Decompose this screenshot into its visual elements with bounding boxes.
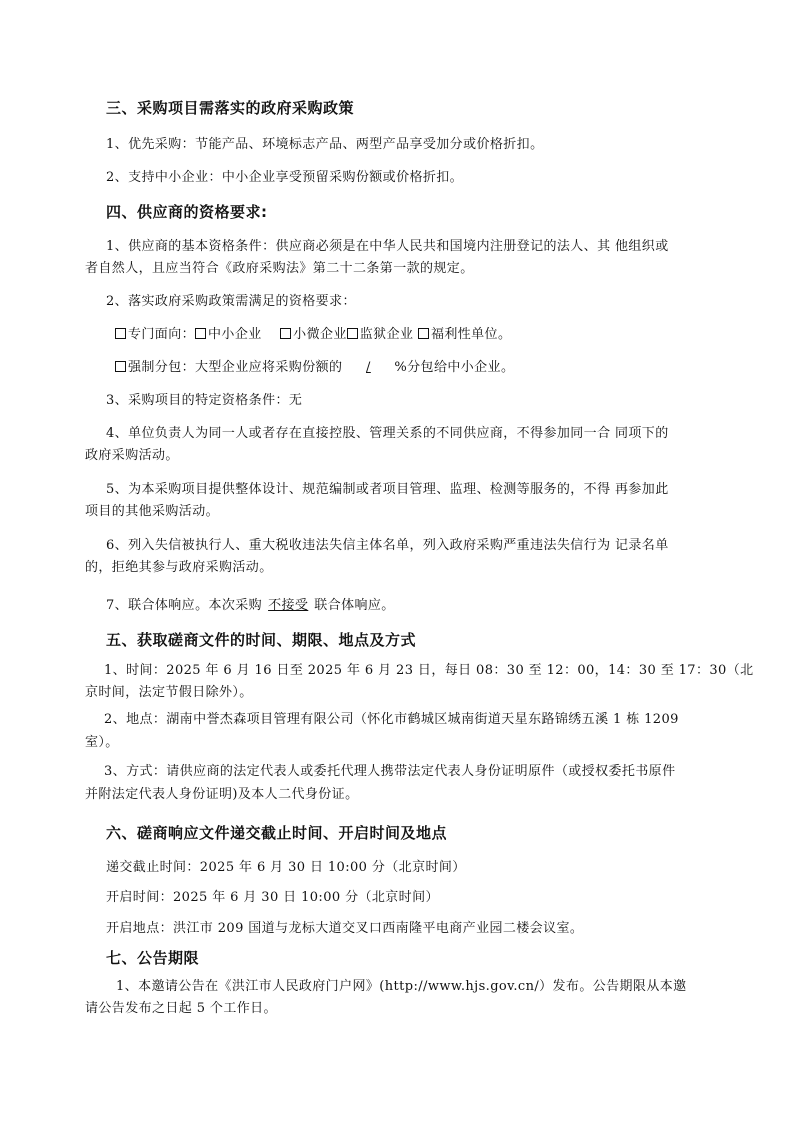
paragraph-line: 开启地点：洪江市 209 国道与龙标大道交叉口西南隆平电商产业园二楼会议室。 (106, 921, 584, 936)
paragraph-line: 5、为本采购项目提供整体设计、规范编制或者项目管理、监理、检测等服务的，不得 再参加此 (106, 482, 669, 497)
checkbox-row (115, 358, 514, 378)
paragraph-line: 递交截止时间：2025 年 6 月 30 日 10:00 分（北京时间） (106, 860, 466, 875)
section-heading-7: 七、公告期限 (106, 949, 200, 967)
subcontract-percent: / (366, 360, 371, 375)
paragraph-line: 1、供应商的基本资格条件：供应商必须是在中华人民共和国境内注册登记的法人、其 他组织或 (106, 239, 669, 254)
paragraph-line: 2、落实政府采购政策需满足的资格要求： (106, 294, 356, 309)
paragraph-line: 6、列入失信被执行人、重大税收违法失信主体名单，列入政府采购严重违法失信行为 记录名单 (106, 538, 669, 553)
checkbox-icon[interactable] (115, 361, 126, 372)
checkbox-label-welfare: 福利性单位。 (430, 327, 512, 342)
checkbox-icon[interactable] (418, 328, 429, 339)
paragraph-line: 4、单位负责人为同一人或者存在直接控股、管理关系的不同供应商，不得参加同一合 同项下的 (106, 426, 669, 441)
checkbox-icon[interactable] (347, 328, 358, 339)
paragraph-line: 请公告发布之日起 5 个工作日。 (85, 1001, 277, 1016)
checkbox-label-sme: 中小企业 (208, 327, 262, 342)
consortium-value: 不接受 (268, 598, 309, 613)
section-heading-5: 五、获取磋商文件的时间、期限、地点及方式 (106, 631, 417, 649)
paragraph-line: 3、方式：请供应商的法定代表人或委托代理人携带法定代表人身份证明原件（或授权委托书原件 (104, 764, 676, 779)
paragraph-line: 的，拒绝其参与政府采购活动。 (85, 560, 273, 575)
paragraph-line: 1、本邀请公告在《洪江市人民政府门户网》(http://www.hjs.gov.cn/）发布。公告期限从本邀 (116, 979, 687, 994)
paragraph-line: 2、支持中小企业：中小企业享受预留采购份额或价格折扣。 (106, 170, 464, 185)
checkbox-icon[interactable] (280, 328, 291, 339)
paragraph-line: 1、优先采购：节能产品、环境标志产品、两型产品享受加分或价格折扣。 (106, 137, 544, 152)
checkbox-label-micro: 小微企业 (293, 327, 347, 342)
paragraph-line: 1、时间：2025 年 6 月 16 日至 2025 年 6 月 23 日，每日 08：30 至 12：00，14：30 至 17：30（北 (104, 663, 754, 678)
paragraph-line: 京时间，法定节假日除外）。 (85, 685, 253, 700)
subcontract-text: 强制分包：大型企业应将采购份额的 (128, 360, 343, 375)
paragraph-line: 者自然人，且应当符合《政府采购法》第二十二条第一款的规定。 (85, 261, 474, 276)
paragraph-line: 2、地点：湖南中誉杰森项目管理有限公司（怀化市鹤城区城南街道天星东路锦绣五溪 1 栋 1209 (104, 712, 679, 727)
section-heading-3: 三、采购项目需落实的政府采购政策 (106, 99, 355, 117)
checkbox-icon[interactable] (115, 328, 126, 339)
paragraph-line: 3、采购项目的特定资格条件：无 (106, 393, 303, 408)
checkbox-label-dedicated: 专门面向： (128, 327, 196, 342)
checkbox-icon[interactable] (195, 328, 206, 339)
paragraph-line (106, 596, 395, 616)
checkbox-row (115, 325, 511, 345)
subcontract-suffix: %分包给中小企业。 (394, 360, 515, 375)
checkbox-label-prison: 监狱企业 (359, 327, 414, 342)
consortium-text: 7、联合体响应。本次采购 (106, 598, 263, 613)
section-heading-4: 四、供应商的资格要求: (106, 203, 268, 221)
section-heading-6: 六、磋商响应文件递交截止时间、开启时间及地点 (106, 824, 448, 842)
paragraph-line: 并附法定代表人身份证明)及本人二代身份证。 (85, 787, 359, 802)
paragraph-line: 室）。 (85, 735, 119, 750)
paragraph-line: 项目的其他采购活动。 (85, 504, 220, 519)
paragraph-line: 开启时间：2025 年 6 月 30 日 10:00 分（北京时间） (106, 890, 439, 905)
paragraph-line: 政府采购活动。 (85, 448, 179, 463)
consortium-suffix: 联合体响应。 (314, 598, 395, 613)
